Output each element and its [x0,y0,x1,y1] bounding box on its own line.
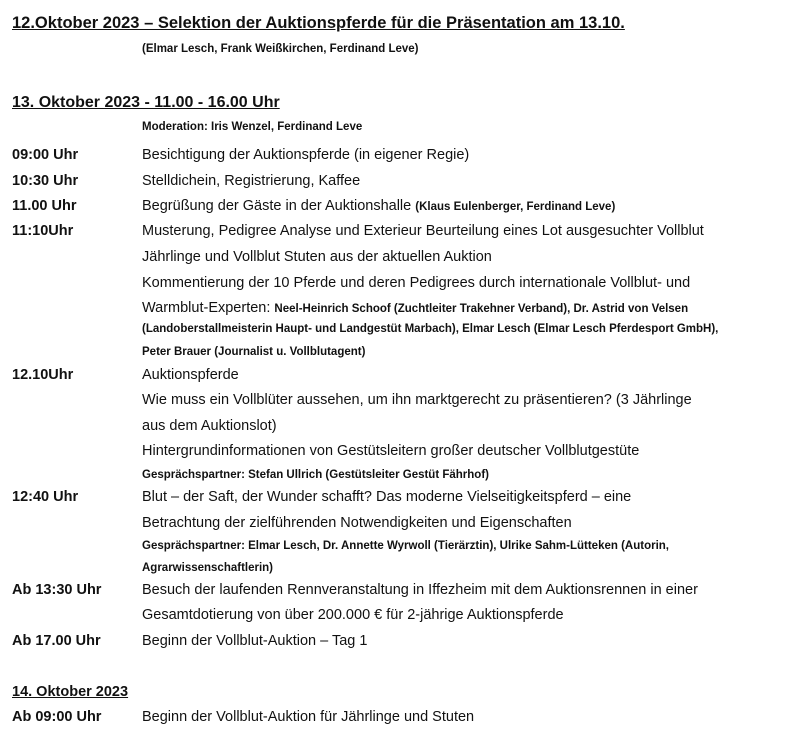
section-heading-oct14: 14. Oktober 2023 [12,684,129,700]
time-label: 09:00 Uhr [12,147,79,163]
agenda-text: Stelldichein, Registrierung, Kaffee [142,173,361,189]
time-label: 10:30 Uhr [12,173,79,189]
agenda-note: Peter Brauer (Journalist u. Vollblutagent) [142,346,366,358]
section-heading-oct12: 12.Oktober 2023 – Selektion der Auktionspferde für die Präsentation am 13.10. [12,14,625,32]
time-label: Ab 13:30 Uhr [12,582,102,598]
agenda-text: Besuch der laufenden Rennveranstaltung in Iffezheim mit dem Auktionsrennen in einer [142,582,698,598]
agenda-text: Jährlinge und Vollblut Stuten aus der aktuellen Auktion [142,249,492,265]
time-label: Ab 09:00 Uhr [12,709,102,725]
agenda-main-text: Begrüßung der Gäste in der Auktionshalle [142,198,412,214]
time-label: 11.00 Uhr [12,198,77,214]
agenda-text: Besichtigung der Auktionspferde (in eigener Regie) [142,147,470,163]
time-label: Ab 17.00 Uhr [12,633,101,649]
agenda-text [142,198,615,214]
agenda-note: Agrarwissenschaftlerin) [142,562,274,574]
agenda-main-text: Warmblut-Experten: [142,300,271,316]
agenda-text [142,300,688,316]
agenda-note: (Klaus Eulenberger, Ferdinand Leve) [415,201,616,213]
selection-persons: (Elmar Lesch, Frank Weißkirchen, Ferdinand Leve) [142,43,419,55]
agenda-text: aus dem Auktionslot) [142,418,277,434]
section-heading-oct13: 13. Oktober 2023 - 11.00 - 16.00 Uhr [12,94,280,111]
agenda-note: Gesprächspartner: Stefan Ullrich (Gestütsleiter Gestüt Fährhof) [142,469,489,481]
agenda-text: Hintergrundinformationen von Gestütsleitern großer deutscher Vollblutgestüte [142,443,640,459]
agenda-note: Neel-Heinrich Schoof (Zuchtleiter Trakehner Verband), Dr. Astrid von Velsen [274,303,689,315]
agenda-text: Kommentierung der 10 Pferde und deren Pedigrees durch internationale Vollblut- und [142,275,691,291]
time-label: 11:10Uhr [12,223,74,239]
agenda-text: Beginn der Vollblut-Auktion für Jährlinge und Stuten [142,709,475,725]
time-label: 12:40 Uhr [12,489,79,505]
time-label: 12.10Uhr [12,367,74,383]
agenda-text: Blut – der Saft, der Wunder schafft? Das moderne Vielseitigkeitspferd – eine [142,489,632,505]
agenda-text: Gesamtdotierung von über 200.000 € für 2-jährige Auktionspferde [142,607,564,623]
agenda-text: Beginn der Vollblut-Auktion – Tag 1 [142,633,368,649]
agenda-text: Musterung, Pedigree Analyse und Exterieur Beurteilung eines Lot ausgesuchter Vollblut [142,223,704,239]
agenda-text: Auktionspferde [142,367,239,383]
agenda-text: Wie muss ein Vollblüter aussehen, um ihn marktgerecht zu präsentieren? (3 Jährlinge [142,392,692,408]
agenda-note: (Landoberstallmeisterin Haupt- und Landgestüt Marbach), Elmar Lesch (Elmar Lesch Pferdesport GmbH), [142,323,719,335]
agenda-note: Gesprächspartner: Elmar Lesch, Dr. Annette Wyrwoll (Tierärztin), Ulrike Sahm-Lütteken (Autorin, [142,540,669,552]
agenda-text: Betrachtung der zielführenden Notwendigkeiten und Eigenschaften [142,515,572,531]
moderation-line: Moderation: Iris Wenzel, Ferdinand Leve [142,121,363,133]
